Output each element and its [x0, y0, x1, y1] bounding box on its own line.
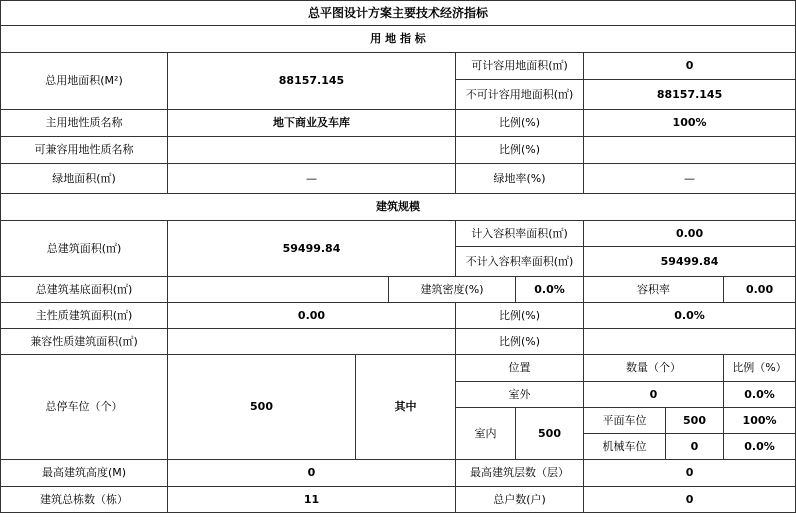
green-rate-value: —	[584, 164, 796, 194]
far-area-label: 计入容积率面积(㎡)	[456, 221, 584, 247]
plot-ratio-land-area-value: 0	[584, 53, 796, 80]
table-title: 总平图设计方案主要技术经济指标	[1, 1, 796, 26]
main-land-use-label: 主用地性质名称	[1, 110, 168, 137]
flat-parking-label: 平面车位	[584, 408, 666, 434]
non-plot-ratio-land-area-value: 88157.145	[584, 80, 796, 110]
base-area-value	[168, 277, 389, 303]
mechanical-parking-ratio: 0.0%	[724, 434, 796, 460]
mechanical-parking-quantity: 0	[666, 434, 724, 460]
main-building-ratio-value: 0.0%	[584, 303, 796, 329]
max-height-value: 0	[168, 460, 456, 487]
building-count-value: 11	[168, 487, 456, 513]
main-building-ratio-label: 比例(%)	[456, 303, 584, 329]
green-rate-label: 绿地率(%)	[456, 164, 584, 194]
max-floors-label: 最高建筑层数（层）	[456, 460, 584, 487]
main-land-use-ratio-label: 比例(%)	[456, 110, 584, 137]
density-label: 建筑密度(%)	[389, 277, 516, 303]
total-floor-area-value: 59499.84	[168, 221, 456, 277]
parking-col-position: 位置	[456, 355, 584, 382]
indoor-quantity: 500	[516, 408, 584, 460]
far-label: 容积率	[584, 277, 724, 303]
total-land-area-value: 88157.145	[168, 53, 456, 110]
green-area-label: 绿地面积(㎡)	[1, 164, 168, 194]
land-section-header: 用 地 指 标	[1, 26, 796, 53]
parking-col-ratio: 比例（%）	[724, 355, 796, 382]
non-plot-ratio-land-area-label: 不可计容用地面积(㎡)	[456, 80, 584, 110]
base-area-label: 总建筑基底面积(㎡)	[1, 277, 168, 303]
green-area-value: —	[168, 164, 456, 194]
compatible-building-area-label: 兼容性质建筑面积(㎡)	[1, 329, 168, 355]
total-floor-area-label: 总建筑面积(㎡)	[1, 221, 168, 277]
mechanical-parking-label: 机械车位	[584, 434, 666, 460]
compatible-land-use-ratio-value	[584, 137, 796, 164]
indoor-label: 室内	[456, 408, 516, 460]
max-height-label: 最高建筑高度(M)	[1, 460, 168, 487]
building-section-header: 建筑规模	[1, 194, 796, 221]
building-count-label: 建筑总栋数（栋）	[1, 487, 168, 513]
outdoor-label: 室外	[456, 382, 584, 408]
main-land-use-value: 地下商业及车库	[168, 110, 456, 137]
non-far-area-value: 59499.84	[584, 247, 796, 277]
outdoor-quantity: 0	[584, 382, 724, 408]
parking-label: 总停车位（个）	[1, 355, 168, 460]
parking-among-label: 其中	[356, 355, 456, 460]
far-value: 0.00	[724, 277, 796, 303]
main-building-area-label: 主性质建筑面积(㎡)	[1, 303, 168, 329]
compatible-building-area-value	[168, 329, 456, 355]
main-land-use-ratio-value: 100%	[584, 110, 796, 137]
parking-value: 500	[168, 355, 356, 460]
compatible-land-use-ratio-label: 比例(%)	[456, 137, 584, 164]
households-label: 总户数(户)	[456, 487, 584, 513]
flat-parking-quantity: 500	[666, 408, 724, 434]
far-area-value: 0.00	[584, 221, 796, 247]
compatible-land-use-value	[168, 137, 456, 164]
households-value: 0	[584, 487, 796, 513]
main-building-area-value: 0.00	[168, 303, 456, 329]
outdoor-ratio: 0.0%	[724, 382, 796, 408]
compatible-building-ratio-value	[584, 329, 796, 355]
density-value: 0.0%	[516, 277, 584, 303]
plot-ratio-land-area-label: 可计容用地面积(㎡)	[456, 53, 584, 80]
non-far-area-label: 不计入容积率面积(㎡)	[456, 247, 584, 277]
total-land-area-label: 总用地面积(M²)	[1, 53, 168, 110]
max-floors-value: 0	[584, 460, 796, 487]
compatible-building-ratio-label: 比例(%)	[456, 329, 584, 355]
flat-parking-ratio: 100%	[724, 408, 796, 434]
compatible-land-use-label: 可兼容用地性质名称	[1, 137, 168, 164]
parking-col-quantity: 数量（个）	[584, 355, 724, 382]
